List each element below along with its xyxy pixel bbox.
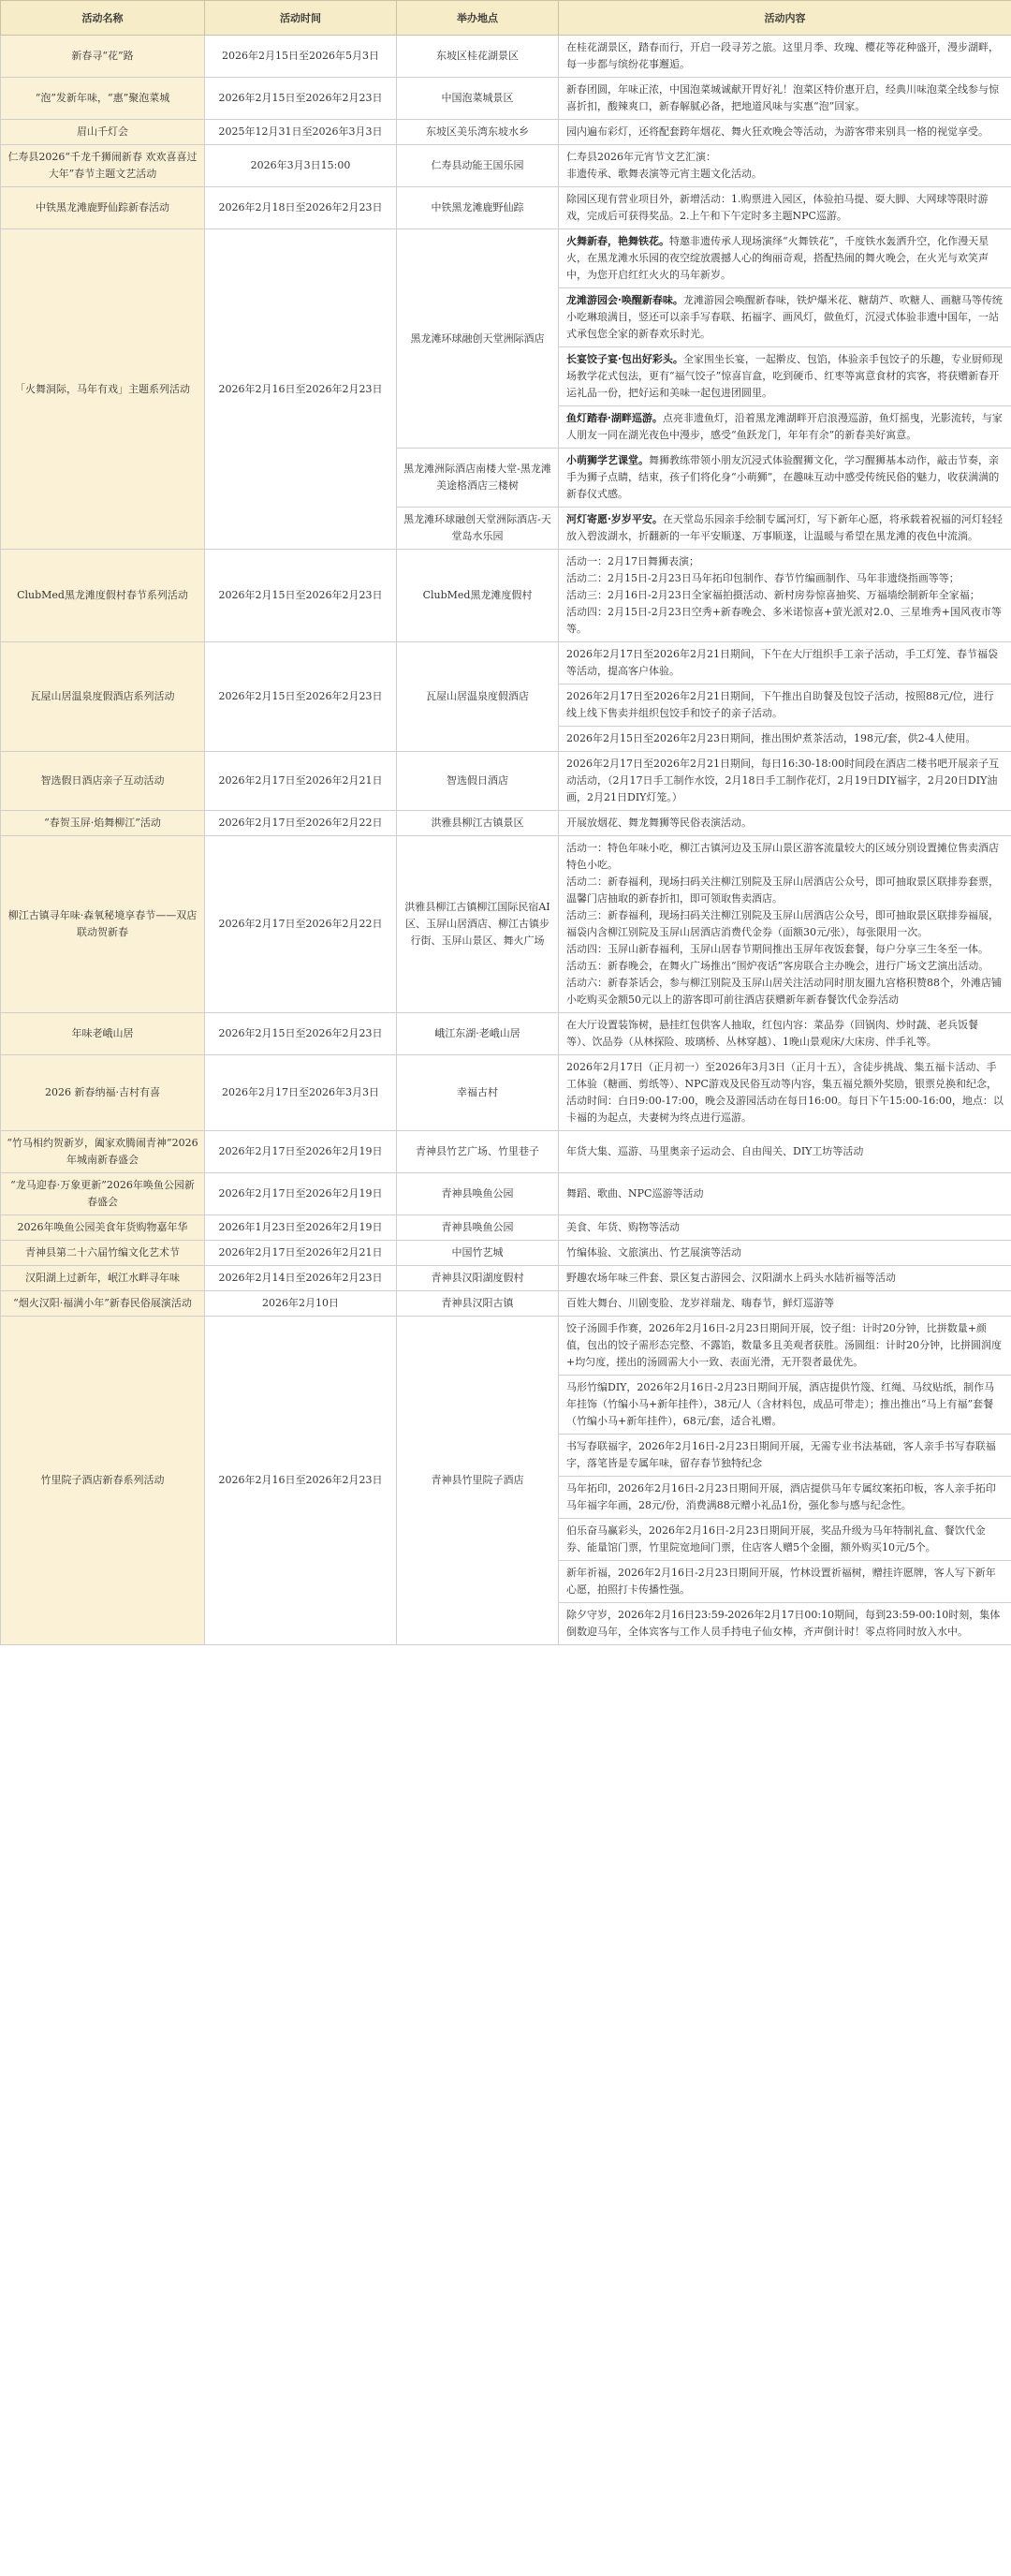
table-row [1, 1317, 1011, 1376]
event-name: 竹里院子酒店新春系列活动 [1, 1317, 205, 1645]
event-name: 智选假日酒店亲子互动活动 [1, 752, 205, 811]
content-line: 活动一：2月17日舞狮表演； [566, 555, 699, 567]
content-line: 开展放烟花、舞龙舞狮等民俗表演活动。 [566, 817, 752, 829]
event-name: “烟火汉阳·福满小年”新春民俗展演活动 [1, 1291, 205, 1317]
event-content [559, 1173, 1011, 1215]
content-line: 竹编体验、文旅演出、竹艺展演等活动 [566, 1246, 741, 1259]
table-row [1, 642, 1011, 684]
content-text: 舞狮教练带领小朋友沉浸式体验醒狮文化，学习醒狮基本动作，敲击节奏，亲手为狮子点睛，结束，孩子们将化身“小萌狮”，在趣味互动中感受传统民俗的魅力，收获满满的新春仪式感。 [566, 454, 1000, 500]
event-content [559, 836, 1011, 1013]
content-line: 饺子汤圆手作赛，2026年2月16日-2月23日期间开展，饺子组：计时20分钟，比拼数量+颜值，包出的饺子需形态完整、不露馅，数量多且美观者获胜。汤圆组：计时20分钟，比拼圆润度+均匀度，搓出的汤圆需大小一致、表面光滑，无开裂者最优先。 [566, 1322, 1002, 1368]
event-place: 仁寿县动能王国乐园 [397, 145, 559, 187]
event-place: 青神县竹里院子酒店 [397, 1317, 559, 1645]
event-name: 2026年唤鱼公园美食年货购物嘉年华 [1, 1215, 205, 1241]
content-line: 新年祈福，2026年2月16日-2月23日期间开展，竹林设置祈福树，赠挂许愿牌，客人写下新年心愿，拍照打卡传播性强。 [566, 1567, 996, 1596]
event-content [559, 288, 1011, 347]
event-time: 2026年2月15日至2026年2月23日 [205, 642, 397, 752]
header-name: 活动名称 [1, 1, 205, 36]
content-line: 活动六：新春茶话会，参与柳江别院及玉屏山居关注活动同时朋友圈九宫格积赞88个，外滩店铺小吃购买金额50元以上的游客即可前往酒店获赠新年新春餐饮代金券活动 [566, 977, 1002, 1006]
table-row [1, 811, 1011, 836]
content-text: 在天堂岛乐园亲手绘制专属河灯，写下新年心愿，将承载着祝福的河灯轻轻放入碧波湖水，折翻新的一年平安顺遂、万事顺遂，让温暖与希望在黑龙滩的夜色中流淌。 [566, 513, 1003, 542]
event-time: 2026年1月23日至2026年2月19日 [205, 1215, 397, 1241]
event-name: 年味老峨山居 [1, 1013, 205, 1055]
table-header-row [1, 1, 1011, 36]
event-time: 2026年2月16日至2026年2月23日 [205, 229, 397, 550]
event-time: 2026年2月10日 [205, 1291, 397, 1317]
event-name: 瓦屋山居温泉度假酒店系列活动 [1, 642, 205, 752]
event-time: 2026年2月17日至2026年2月21日 [205, 1241, 397, 1266]
event-place: 青神县唤鱼公园 [397, 1215, 559, 1241]
event-place: 智选假日酒店 [397, 752, 559, 811]
table-row [1, 752, 1011, 811]
event-place: 中国竹艺城 [397, 1241, 559, 1266]
content-line: 活动三：2月16日-2月23日全家福拍摄活动、新村房券惊喜抽奖、万福墙绘制新年全家福； [566, 589, 980, 601]
content-line: 书写春联福字，2026年2月16日-2月23日期间开展，无需专业书法基础，客人亲手书写春联福字，落笔皆是专属年味，留存春节独特纪念 [566, 1440, 996, 1469]
content-line: 伯乐奋马赢彩头，2026年2月16日-2月23日期间开展，奖品升级为马年特制礼盒、餐饮代金券、能量馆门票，竹里院宽地间门票，住店客人赠5个金圈，额外购买10元/5个。 [566, 1524, 986, 1553]
content-line: 活动二：2月15日-2月23日马年拓印包制作、春节竹编画制作、马年非遗绕指画等等； [566, 572, 960, 584]
event-content [559, 406, 1011, 449]
event-content [559, 1519, 1011, 1561]
content-line: 美食、年货、购物等活动 [566, 1221, 680, 1233]
event-place: ClubMed黑龙滩度假村 [397, 550, 559, 642]
event-content [559, 1215, 1011, 1241]
event-content [559, 1477, 1011, 1519]
event-name: 眉山千灯会 [1, 120, 205, 145]
event-time: 2026年2月17日至2026年3月3日 [205, 1055, 397, 1131]
table-row [1, 836, 1011, 1013]
event-content [559, 229, 1011, 288]
event-content [559, 1317, 1011, 1376]
content-line: 非遗传承、歌舞表演等元宵主题文化活动。 [566, 168, 762, 180]
event-time: 2026年2月14日至2026年2月23日 [205, 1266, 397, 1291]
event-name: 汉阳湖上过新年，岷江水畔寻年味 [1, 1266, 205, 1291]
content-line: 园内遍布彩灯，还将配套跨年烟花、舞火狂欢晚会等活动，为游客带来别具一格的视觉享受。 [566, 125, 989, 138]
event-content [559, 1055, 1011, 1131]
content-line: 在桂花湖景区，踏春而行，开启一段寻芳之旅。这里月季、玫瑰、樱花等花种盛开，漫步湖畔，每一步都与缤纷花事邂逅。 [566, 41, 999, 70]
event-content [559, 642, 1011, 684]
event-content [559, 120, 1011, 145]
event-name: 中铁黑龙滩鹿野仙踪新春活动 [1, 187, 205, 229]
event-place: 黑龙滩环球融创天堂洲际酒店-天堂岛水乐园 [397, 508, 559, 550]
content-text: 龙滩游园会唤醒新春味，铁炉爆米花、糖葫芦、吹糖人、画糖马等传统小吃琳琅满目，竖还可以亲手写春联、拓福字、画风灯，做鱼灯，沉浸式体验非遗中国年，一站式承包您全家的新春欢乐时光。 [566, 294, 1003, 340]
content-line: 2026年2月17日（正月初一）至2026年3月3日（正月十五），含徒步挑战、集五福卡活动、手工体验（糖画、剪纸等）、NPC游戏及民俗互动等内容，集五福兑额外奖励，银票兑换和纪念，活动时间：白日9:00-17:00，晚会及游园活动在每日16:00。每日下午15:00-16:00，地点：以卡福的为起点，夫妻树为终点进行巡游。 [566, 1061, 1004, 1124]
event-name: 柳江古镇寻年味·森氧秘境享春节——双店联动贺新春 [1, 836, 205, 1013]
content-bold: 龙滩游园会·唤醒新春味。 [566, 294, 683, 306]
event-time: 2026年2月18日至2026年2月23日 [205, 187, 397, 229]
event-name: 仁寿县2026“千龙千狮闹新春 欢欢喜喜过大年”春节主题文艺活动 [1, 145, 205, 187]
event-place: 东坡区桂花湖景区 [397, 36, 559, 78]
event-place: 幸福古村 [397, 1055, 559, 1131]
event-content [559, 684, 1011, 727]
event-content [559, 1603, 1011, 1645]
table-row [1, 36, 1011, 78]
table-row [1, 229, 1011, 288]
content-bold: 河灯寄愿·岁岁平安。 [566, 513, 663, 525]
event-time: 2026年2月17日至2026年2月22日 [205, 811, 397, 836]
table-row [1, 1055, 1011, 1131]
content-line: 舞蹈、歌曲、NPC巡游等活动 [566, 1187, 704, 1200]
event-content [559, 36, 1011, 78]
event-place: 中铁黑龙滩鹿野仙踪 [397, 187, 559, 229]
event-time: 2026年2月17日至2026年2月19日 [205, 1173, 397, 1215]
content-line: 仁寿县2026年元宵节文艺汇演： [566, 151, 716, 163]
content-line: 除园区现有营业项目外，新增活动：1.购票进入园区，体验拍马提、耍大脚、大网球等限时游戏，完成后可获得奖品。2.上午和下午定时多主题NPC巡游。 [566, 193, 989, 222]
event-time: 2025年12月31日至2026年3月3日 [205, 120, 397, 145]
event-content [559, 1241, 1011, 1266]
event-name: “竹马相约贺新岁，阖家欢腾闹青神”2026年城南新春盛会 [1, 1131, 205, 1173]
event-content [559, 145, 1011, 187]
event-time: 2026年2月15日至2026年5月3日 [205, 36, 397, 78]
event-time: 2026年2月15日至2026年2月23日 [205, 550, 397, 642]
content-line: 野趣农场年味三件套、景区复古游园会、汉阳湖水上码头水陆祈福等活动 [566, 1272, 896, 1284]
event-place: 黑龙滩环球融创天堂洲际酒店 [397, 229, 559, 449]
table-row [1, 1241, 1011, 1266]
event-place: 青神县唤鱼公园 [397, 1173, 559, 1215]
content-text: 点亮非遗鱼灯，沿着黑龙滩湖畔开启浪漫巡游，鱼灯摇曳，光影流转，与家人朋友一同在湖光夜色中漫步，感受“鱼跃龙门，年年有余”的新春美好寓意。 [566, 412, 1003, 441]
event-time: 2026年3月3日15:00 [205, 145, 397, 187]
table-row [1, 550, 1011, 642]
event-place: 青神县汉阳古镇 [397, 1291, 559, 1317]
content-text: 特邀非遗传承人现场演绎“火舞铁花”，千度铁水轰洒升空，化作漫天星火，在黑龙滩水乐园的夜空绽放震撼人心的绚丽奇观，搭配热闹的舞火晚会，在火光与欢笑声中，为您开启红红火火的马年新岁。 [566, 235, 989, 281]
table-row [1, 78, 1011, 120]
event-content [559, 508, 1011, 550]
event-time: 2026年2月17日至2026年2月21日 [205, 752, 397, 811]
content-line: 活动三：新春福利，现场扫码关注柳江别院及玉屏山居酒店公众号，即可抽取景区联排券福展，福袋内含柳江别院及玉屏山居酒店消费代金券（面额30元/张），每张限用一次。 [566, 909, 999, 938]
table-row [1, 187, 1011, 229]
table-row [1, 1131, 1011, 1173]
event-place: 黑龙滩洲际酒店南楼大堂-黑龙滩美途格酒店三楼树 [397, 449, 559, 508]
event-time: 2026年2月17日至2026年2月19日 [205, 1131, 397, 1173]
content-line: 2026年2月17日至2026年2月21日期间，下午在大厅组织手工亲子活动，手工灯笼、春节福袋等活动，提高客户体验。 [566, 648, 998, 677]
event-content [559, 449, 1011, 508]
event-place: 洪雅县柳江古镇景区 [397, 811, 559, 836]
event-time: 2026年2月15日至2026年2月23日 [205, 1013, 397, 1055]
content-line: 活动一：特色年味小吃，柳江古镇河边及玉屏山景区游客流量较大的区域分别设置摊位售卖酒店特色小吃。 [566, 842, 999, 871]
event-place: 中国泡菜城景区 [397, 78, 559, 120]
content-line: 活动四：玉屏山新春福利，玉屏山居春节期间推出玉屏年夜饭套餐，每户分享三生冬至一体。 [566, 943, 989, 955]
content-line: 活动五：新春晚会，在舞火广场推出“围炉夜话”客房联合主办晚会，进行广场文艺演出活动。 [566, 960, 989, 972]
table-row [1, 1173, 1011, 1215]
event-place: 东坡区美乐湾东坡水乡 [397, 120, 559, 145]
content-line: 2026年2月15日至2026年2月23日期间，推出围炉煮茶活动，198元/套，供2-4人使用。 [566, 732, 976, 744]
event-place: 青神县竹艺广场、竹里巷子 [397, 1131, 559, 1173]
event-name: 新春寻“花”路 [1, 36, 205, 78]
content-line: 2026年2月17日至2026年2月21日期间，下午推出自助餐及包饺子活动，按照88元/位，进行线上线下售卖并组织包饺手和饺子的亲子活动。 [566, 690, 994, 719]
header-content: 活动内容 [559, 1, 1011, 36]
table-row [1, 1291, 1011, 1317]
header-time: 活动时间 [205, 1, 397, 36]
event-content [559, 1435, 1011, 1477]
content-line: 2026年2月17日至2026年2月21日期间，每日16:30-18:00时间段在酒店二楼书吧开展亲子互动活动，（2月17日手工制作水饺，2月18日手工制作花灯，2月19日DIY福字，2月20日DIY油画，2月21日DIY灯笼。） [566, 758, 1000, 803]
table-row [1, 145, 1011, 187]
content-line: 活动二：新春福利，现场扫码关注柳江别院及玉屏山居酒店公众号，即可抽取景区联排券套票，温馨门店抽取的新春折扣，即可领取售卖酒店。 [566, 876, 999, 905]
event-time: 2026年2月17日至2026年2月22日 [205, 836, 397, 1013]
event-time: 2026年2月16日至2026年2月23日 [205, 1317, 397, 1645]
event-content [559, 347, 1011, 406]
content-bold: 火舞新春，艳舞铁花。 [566, 235, 669, 247]
content-line: 在大厅设置装饰树，悬挂红包供客人抽取，红包内容：菜品券（回锅肉、炒时蔬、老兵饭餐等）、饮品券（从林探险、玻璃桥、丛林穿越）、1晚山景观床/大床房、伴手礼等。 [566, 1019, 978, 1048]
table-row [1, 1215, 1011, 1241]
content-line: 马形竹编DIY，2026年2月16日-2月23日期间开展，酒店提供竹篾、红绳、马纹贴纸，制作马年挂饰（竹编小马+新年挂件），38元/人（含材料包，成品可带走）；推出推出“马上有福”套餐（竹编小马+新年挂件），68元/套，适合礼赠。 [566, 1381, 995, 1427]
event-place: 洪雅县柳江古镇柳江国际民宿AI区、玉屏山居酒店、柳江古镇步行街、玉屏山景区、舞火广场 [397, 836, 559, 1013]
content-line: 活动四：2月15日-2月23日空秀+新春晚会、多米诺惊喜+萤光派对2.0、三星堆秀+国风夜市等等。 [566, 606, 1002, 635]
content-bold: 小萌狮学艺课堂。 [566, 454, 649, 466]
event-content [559, 727, 1011, 752]
event-content [559, 187, 1011, 229]
content-line: 新春团圆，年味正浓，中国泡菜城诚献开胃好礼！泡菜区特价惠开启，经典川味泡菜全线参与惊喜折扣，酸辣爽口，新春解腻必备，把地道风味与实惠“泡”回家。 [566, 83, 999, 112]
table-row [1, 1013, 1011, 1055]
event-content [559, 1376, 1011, 1435]
event-name: “龙马迎春·万象更新”2026年唤鱼公园新春盛会 [1, 1173, 205, 1215]
event-content [559, 78, 1011, 120]
content-bold: 长宴饺子宴·包出好彩头。 [566, 353, 683, 365]
event-time: 2026年2月15日至2026年2月23日 [205, 78, 397, 120]
table-row [1, 120, 1011, 145]
event-name: “春贺玉屏·焰舞柳江”活动 [1, 811, 205, 836]
event-content [559, 811, 1011, 836]
header-place: 举办地点 [397, 1, 559, 36]
event-name: 2026 新春纳福·吉村有喜 [1, 1055, 205, 1131]
event-name: 青神县第二十六届竹编文化艺术节 [1, 1241, 205, 1266]
event-content [559, 1266, 1011, 1291]
event-content [559, 752, 1011, 811]
event-content [559, 1561, 1011, 1603]
event-name: 「火舞洞际，马年有戏」主题系列活动 [1, 229, 205, 550]
table-body [1, 36, 1011, 1645]
event-content [559, 1131, 1011, 1173]
event-place: 青神县汉阳湖度假村 [397, 1266, 559, 1291]
content-bold: 鱼灯踏春·湖畔巡游。 [566, 412, 663, 424]
content-line: 马年拓印，2026年2月16日-2月23日期间开展，酒店提供马年专属纹案拓印板，客人亲手拓印马年福字年画，28元/份，消费满88元赠小礼品1份，强化参与感与纪念性。 [566, 1482, 996, 1511]
event-content [559, 550, 1011, 642]
event-name: ClubMed黑龙滩度假村春节系列活动 [1, 550, 205, 642]
table-row [1, 1266, 1011, 1291]
content-text: 全家围坐长宴，一起擀皮、包馅，体验亲手包饺子的乐趣，专业厨师现场教学花式包法，更有“福气饺子”惊喜盲盒，吃到硬币、红枣等寓意食材的宾客，将获赠新春开运礼品一份，把好运和美味一起包进团圆里。 [566, 353, 1003, 399]
content-line: 年货大集、巡游、马里奥亲子运动会、自由闯关、DIY工坊等活动 [566, 1145, 864, 1157]
content-line: 百姓大舞台、川剧变脸、龙岁祥瑞龙、嗨春节，鲜灯巡游等 [566, 1297, 834, 1309]
event-content [559, 1013, 1011, 1055]
event-content [559, 1291, 1011, 1317]
content-line: 除夕守岁，2026年2月16日23:59-2026年2月17日00:10期间，每到23:59-00:10时刻，集体倒数迎马年，全体宾客与工作人员手持电子仙女棒，齐声倒计时！零点将同时放入水中。 [566, 1609, 1001, 1638]
event-name: “泡”发新年味，“惠”聚泡菜城 [1, 78, 205, 120]
event-place: 峨江东湖·老峨山居 [397, 1013, 559, 1055]
event-place: 瓦屋山居温泉度假酒店 [397, 642, 559, 752]
